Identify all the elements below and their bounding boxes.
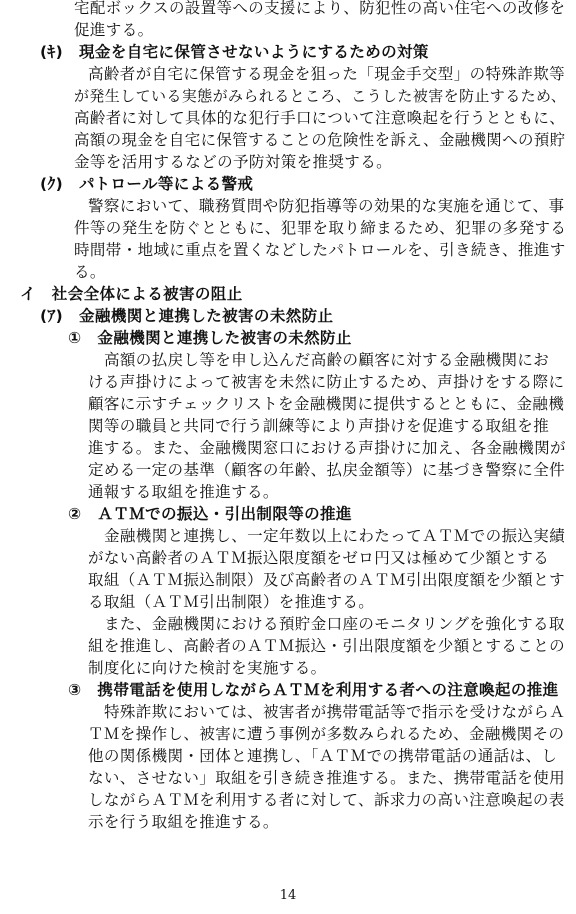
paragraph-line: 金等を活用するなどの予防対策を推奨する。: [74, 153, 393, 171]
paragraph-line: 宅配ボックスの設置等への支援により、防犯性の高い住宅への改修を: [74, 0, 566, 17]
paragraph-line: 高齢者が自宅に保管する現金を狙った「現金手交型」の特殊詐欺等: [88, 65, 566, 83]
paragraph-line: 示を行う取組を推進する。: [88, 813, 279, 831]
paragraph-line: 顧客に示すチェックリストを金融機関に提供するとともに、金融機: [88, 395, 565, 413]
subsection-heading-3: ③ 携帯電話を使用しながらＡＴＭを利用する者への注意喚起の推進: [68, 681, 559, 699]
paragraph-line: 関等の職員と共同で行う訓練等により声掛けを促進する取組を推: [88, 417, 550, 435]
paragraph-line: 促進する。: [74, 21, 154, 39]
section-heading-ku: (ｸ) パトロール等による警戒: [40, 175, 254, 193]
paragraph-line: 取組（ＡＴＭ振込制限）及び高齢者のＡＴＭ引出限度額を少額とす: [88, 571, 566, 589]
paragraph-line: 高額の払戻し等を申し込んだ高齢の顧客に対する金融機関にお: [104, 351, 550, 369]
paragraph-line: る。: [74, 263, 106, 281]
paragraph-line: 件等の発生を防ぐとともに、犯罪を取り締まるため、犯罪の多発する: [74, 219, 567, 237]
paragraph-line: 警察において、職務質問や防犯指導等の効果的な実施を通じて、事: [88, 197, 565, 215]
paragraph-line: 定める一定の基準（顧客の年齢、払戻金額等）に基づき警察に全件: [88, 461, 566, 479]
paragraph-line: 時間帯・地域に重点を置くなどしたパトロールを、引き続き、推進す: [74, 241, 566, 259]
paragraph-line: が発生している実態がみられるところ、こうした被害を防止するため、: [74, 87, 567, 105]
paragraph-line: また、金融機関における預貯金口座のモニタリングを強化する取: [104, 615, 565, 633]
paragraph-line: 組を推進し、高齢者のＡＴＭ振込・引出限度額を少額とすることの: [88, 637, 566, 655]
section-heading-a: (ｱ) 金融機関と連携した被害の未然防止: [40, 307, 334, 325]
paragraph-line: 制度化に向けた検討を実施する。: [88, 659, 327, 677]
paragraph-line: 特殊詐欺においては、被害者が携帯電話等で指示を受けながらＡ: [104, 703, 566, 721]
paragraph-line: ける声掛けによって被害を未然に防止するため、声掛けをする際に: [88, 373, 565, 391]
paragraph-line: しながらＡＴＭを利用する者に対して、訴求力の高い注意喚起の表: [88, 791, 565, 809]
paragraph-line: 通報する取組を推進する。: [88, 483, 279, 501]
subsection-heading-2: ② ＡＴＭでの振込・引出制限等の推進: [68, 505, 352, 523]
paragraph-line: 他の関係機関・団体と連携し、「ＡＴＭでの携帯電話の通話は、し: [88, 747, 558, 765]
section-heading-i: イ 社会全体による被害の阻止: [20, 285, 243, 303]
section-heading-ki: (ｷ) 現金を自宅に保管させないようにするための対策: [40, 43, 429, 61]
paragraph-line: 金融機関と連携し、一定年数以上にわたってＡＴＭでの振込実績: [104, 527, 566, 545]
paragraph-line: ない、させない」取組を引き続き推進する。また、携帯電話を使用: [88, 769, 566, 787]
paragraph-line: ＴＭを操作し、被害に遭う事例が多数みられるため、金融機関その: [88, 725, 565, 743]
paragraph-line: がない高齢者のＡＴＭ振込限度額をゼロ円又は極めて少額とする: [88, 549, 550, 567]
paragraph-line: 高齢者に対して具体的な犯行手口について注意喚起を行うとともに、: [74, 109, 566, 127]
paragraph-line: 高額の現金を自宅に保管することの危険性を訴え、金融機関への預貯: [74, 131, 566, 149]
subsection-heading-1: ① 金融機関と連携した被害の未然防止: [68, 329, 352, 347]
paragraph-line: 進する。また、金融機関窓口における声掛けに加え、各金融機関が: [88, 439, 566, 457]
paragraph-line: る取組（ＡＴＭ引出制限）を推進する。: [88, 593, 375, 611]
page-number: 14: [279, 888, 297, 903]
